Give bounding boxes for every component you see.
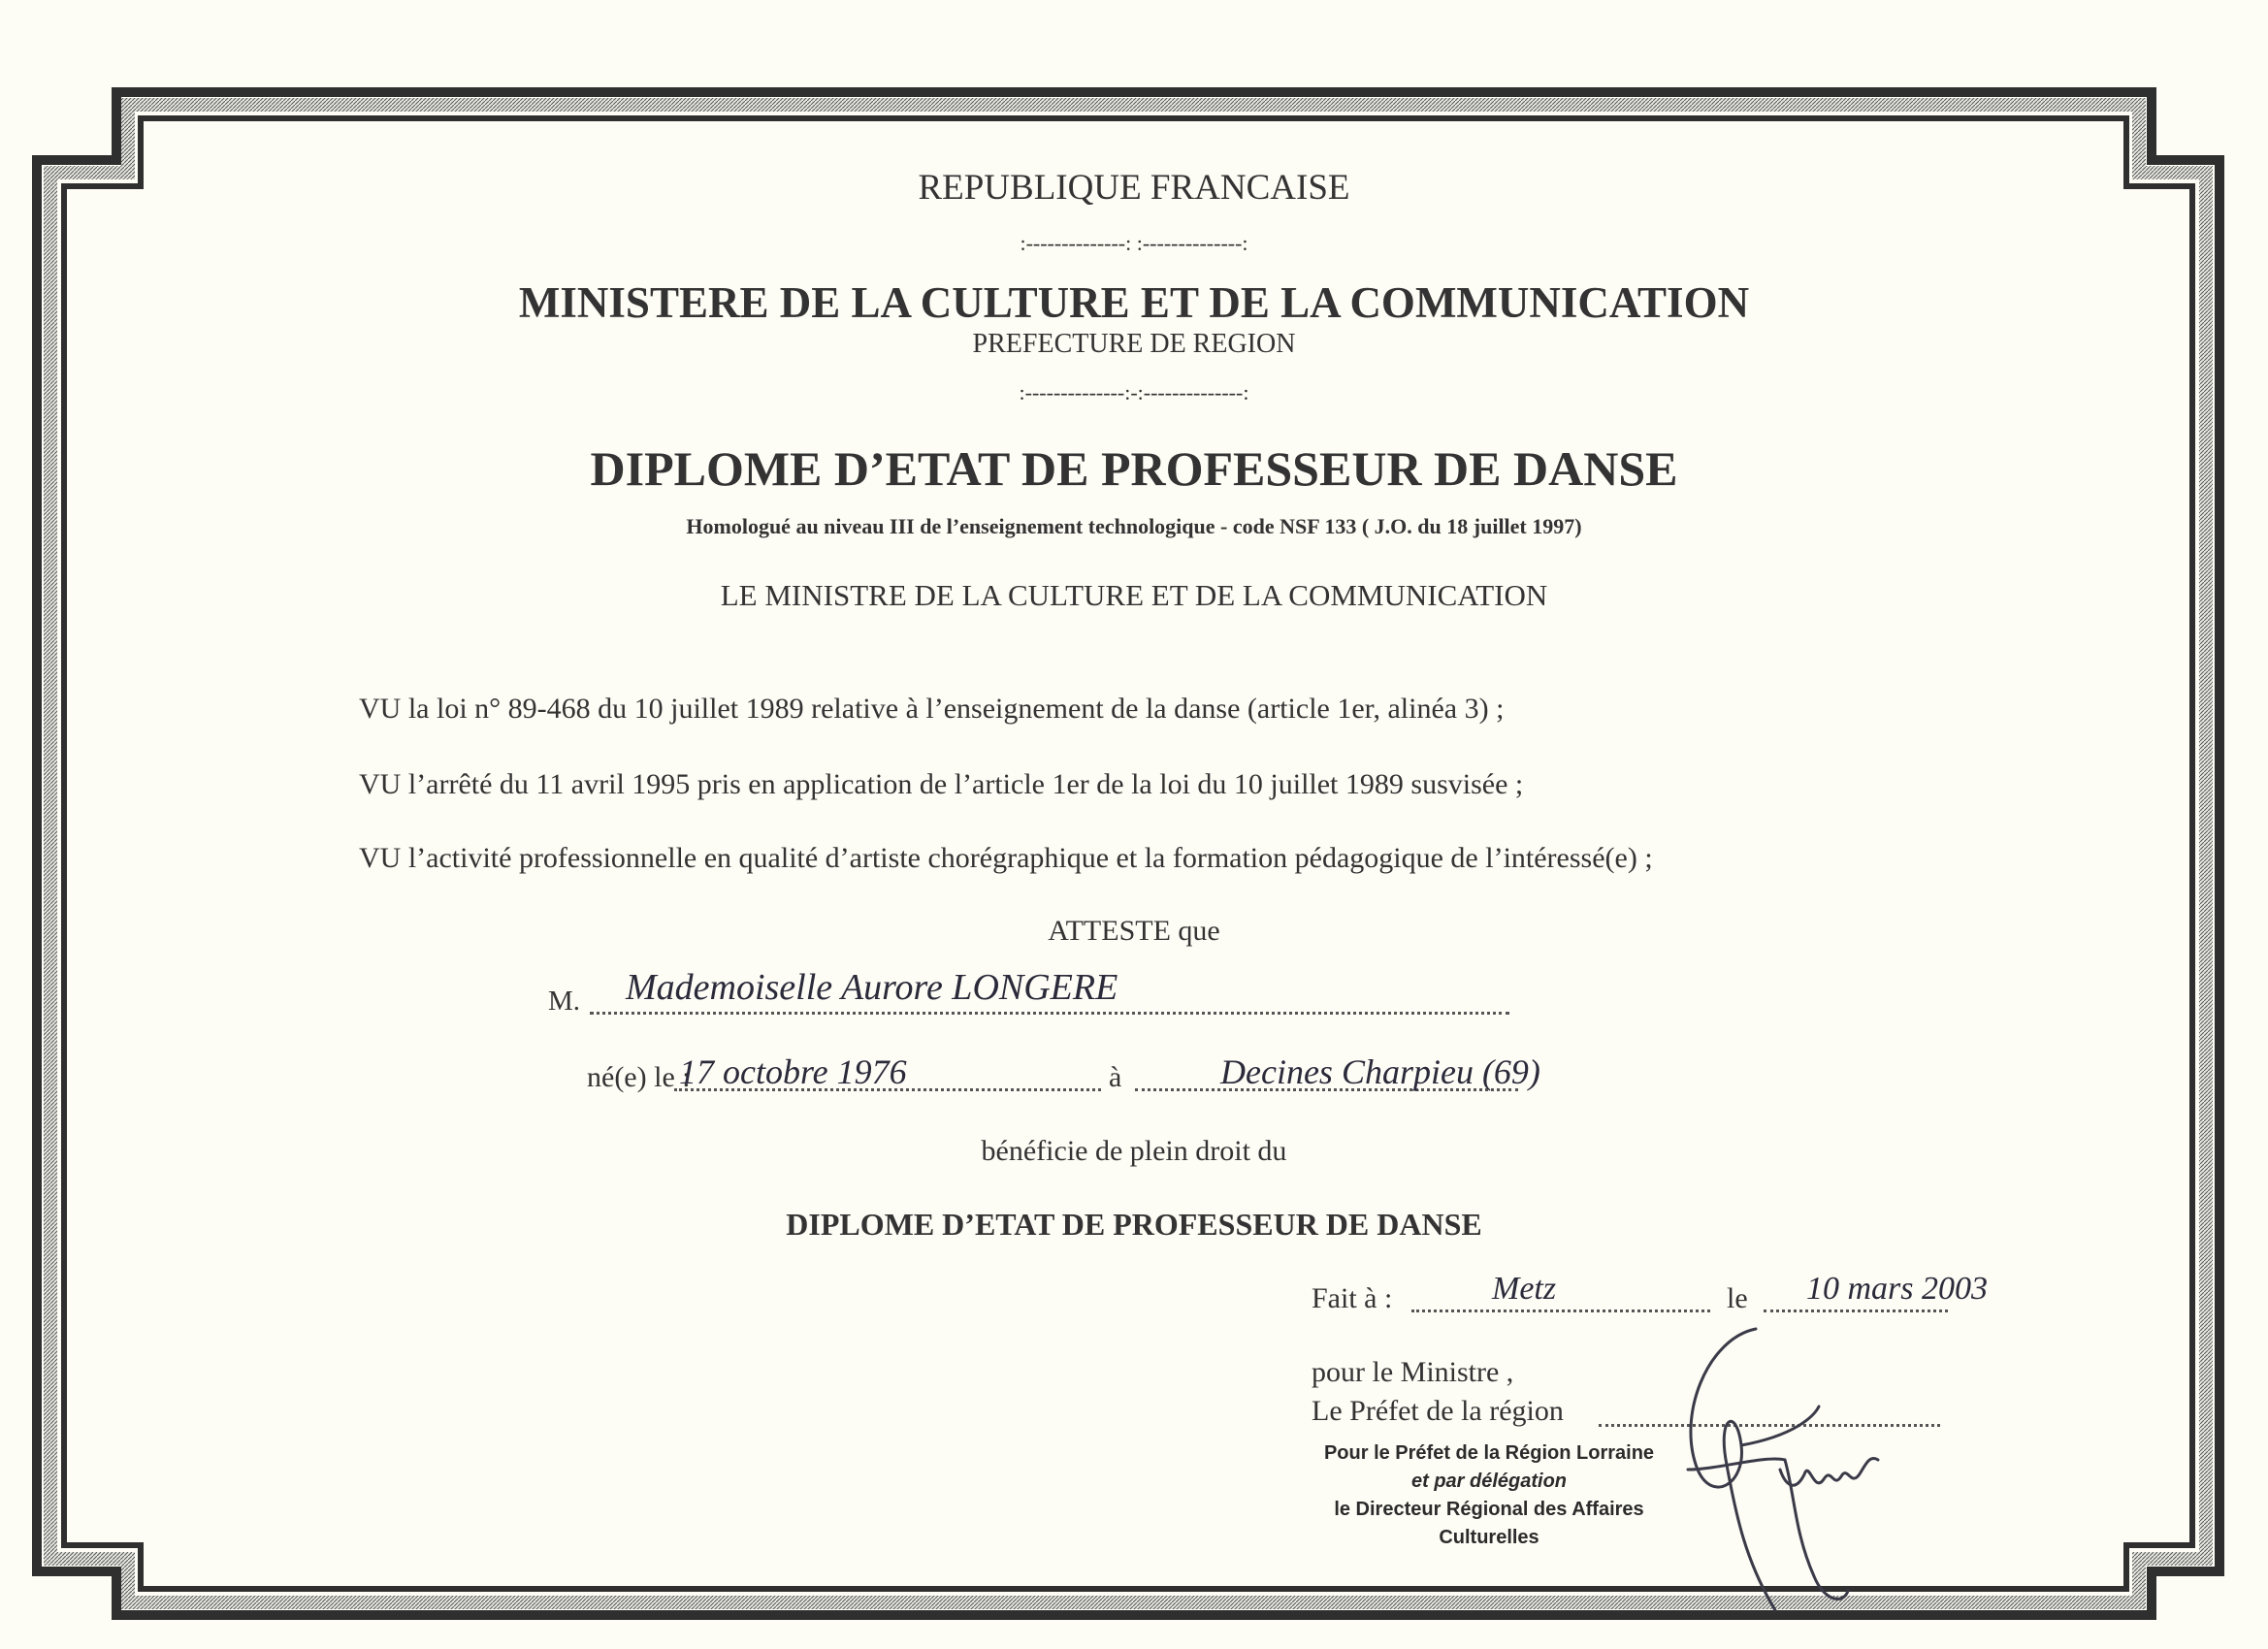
for-minister-label: pour le Ministre , <box>1312 1356 1514 1388</box>
minister-heading: LE MINISTRE DE LA CULTURE ET DE LA COMMUNICATION <box>720 578 1548 612</box>
awarded-diploma: DIPLOME D’ETAT DE PROFESSEUR DE DANSE <box>786 1207 1482 1242</box>
consideration-law: VU la loi n° 89-468 du 10 juillet 1989 relative à l’enseignement de la danse (article 1er, alinéa 3) ; <box>359 693 1505 725</box>
stamp-line-2: et par délégation <box>1410 1471 1568 1492</box>
homologation-note: Homologué au niveau III de l’enseignement technologique - code NSF 133 ( J.O. du 18 juillet 1997) <box>686 514 1582 538</box>
consideration-activity: VU l’activité professionnelle en qualité d’artiste chorégraphique et la formation pédagogique de l’intéressé(e) ; <box>359 842 1653 874</box>
atteste-label: ATTESTE que <box>1048 915 1220 947</box>
ministry-heading: MINISTERE DE LA CULTURE ET DE LA COMMUNICATION <box>518 278 1750 327</box>
birth-date: 17 octobre 1976 <box>679 1052 907 1091</box>
date-label: le <box>1727 1282 1748 1314</box>
signature-date: 10 mars 2003 <box>1806 1271 1989 1307</box>
benefits-text: bénéficie de plein droit du <box>981 1135 1287 1167</box>
born-label: né(e) le : <box>587 1061 691 1093</box>
diploma-title: DIPLOME D’ETAT DE PROFESSEUR DE DANSE <box>590 441 1678 496</box>
consideration-decree: VU l’arrêté du 11 avril 1995 pris en application de l’article 1er de la loi du 10 juillet 1989 susvisée ; <box>359 768 1524 800</box>
prefecture-heading: PREFECTURE DE REGION <box>972 329 1296 359</box>
birth-place: Decines Charpieu (69) <box>1220 1052 1540 1091</box>
republic-heading: REPUBLIQUE FRANCAISE <box>918 168 1350 208</box>
stamp-line-1: Pour le Préfet de la Région Lorraine <box>1323 1442 1655 1464</box>
stamp-line-4: Culturelles <box>1439 1527 1539 1548</box>
holder-dotted-line <box>590 1012 1509 1015</box>
signature-place: Metz <box>1492 1271 1557 1307</box>
stamp-line-3: le Directeur Régional des Affaires <box>1334 1499 1644 1520</box>
at-label: à <box>1109 1061 1122 1093</box>
made-at-label: Fait à : <box>1312 1282 1393 1314</box>
separator-bottom: :--------------:-:--------------: <box>1019 380 1249 404</box>
holder-name: Mademoiselle Aurore LONGERE <box>626 967 1118 1008</box>
handwritten-signature <box>1649 1300 1969 1620</box>
prefect-label: Le Préfet de la région <box>1312 1395 1564 1427</box>
separator-top: :--------------: :--------------: <box>1020 231 1248 255</box>
holder-label: M. <box>548 986 581 1017</box>
